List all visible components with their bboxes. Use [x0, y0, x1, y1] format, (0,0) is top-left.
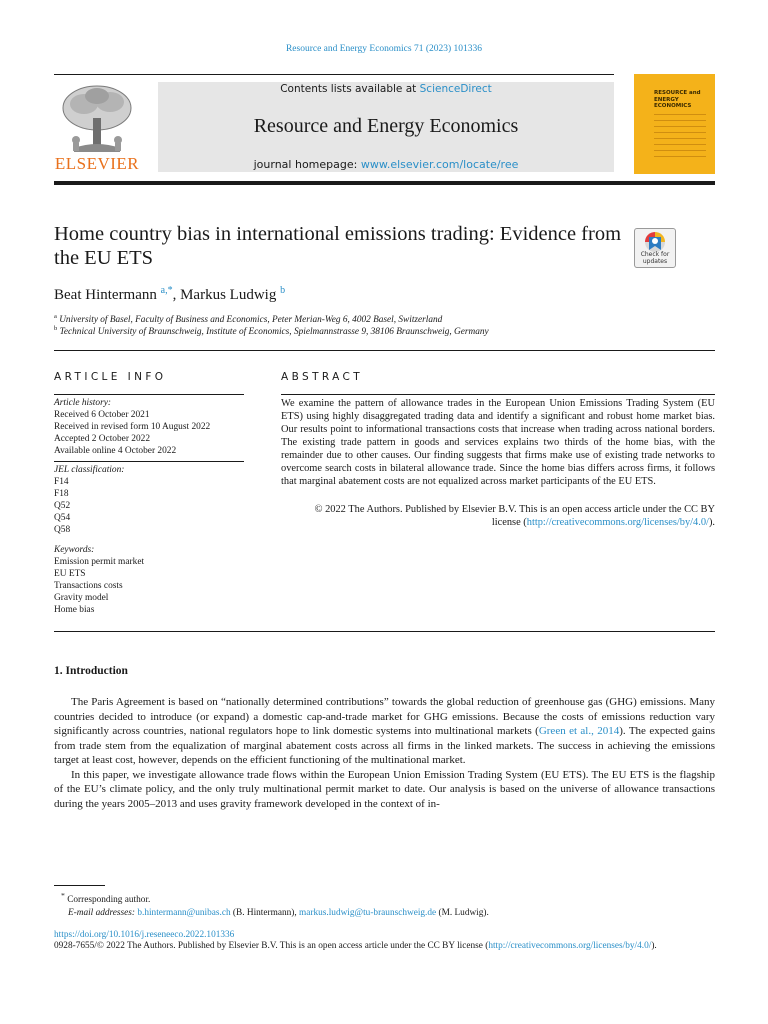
- footnote: [54, 889, 715, 920]
- citation-link[interactable]: Green et al., 2014: [538, 725, 620, 737]
- keyword: Transactions costs: [54, 581, 123, 591]
- abstract-copyright: [281, 503, 715, 529]
- keywords-label: Keywords:: [54, 545, 95, 555]
- header-rule-thin: [54, 74, 614, 75]
- header-rule-thick: [54, 181, 715, 185]
- spacer: [54, 536, 244, 544]
- contents-prefix: Contents lists available at: [280, 83, 420, 95]
- jel-code: Q52: [54, 501, 71, 511]
- intro-heading: 1. Introduction: [54, 665, 128, 677]
- journal-homepage-link[interactable]: www.elsevier.com/locate/ree: [360, 158, 519, 171]
- issn-suffix: ).: [651, 941, 657, 951]
- history-item: Received in revised form 10 August 2022: [54, 422, 211, 432]
- corresponding-text: Corresponding author.: [67, 895, 151, 906]
- abstract-text: We examine the pattern of allowance trades in the European Union Emissions Trading System (EU ETS) using highly disaggregated trading data and identify a significant and robust home market bias. Our results point to informational transactions costs that increase when trading across national borders. The existing trade pattern in goods and services explains two thirds of the home bias, with the remainder due to other causes. Our finding suggests that firms make use of existing trade networks to overcome search costs in bilateral allowance trade. Since the home bias differs across firms, it follows that marginal abatement costs are not equalized across market participants of the EU ETS.: [281, 398, 715, 487]
- corresponding-note: [54, 889, 715, 907]
- info-rule: [54, 461, 244, 462]
- check-for-updates-label: Check for updates: [640, 251, 670, 265]
- history-item: Received 6 October 2021: [54, 410, 150, 420]
- jel-code: F18: [54, 489, 69, 499]
- email-link-1[interactable]: b.hintermann@unibas.ch: [137, 908, 231, 919]
- affiliation-b: [54, 325, 489, 337]
- article-info-column: [54, 397, 244, 616]
- license-prefix: license (: [491, 517, 527, 528]
- email-label: E-mail addresses:: [67, 908, 136, 919]
- section-rule: [54, 631, 715, 632]
- contents-line: [158, 83, 614, 95]
- article-info-heading: ARTICLE INFO: [54, 371, 167, 383]
- elsevier-wordmark: ELSEVIER: [54, 154, 140, 173]
- issn-text: 0928-7655/© 2022 The Authors. Published by Elsevier B.V. This is an open access article under the CC BY license (: [54, 941, 489, 951]
- check-for-updates-badge[interactable]: [634, 228, 676, 268]
- homepage-prefix: journal homepage:: [253, 158, 361, 171]
- email-link-2[interactable]: markus.ludwig@tu-braunschweig.de: [299, 908, 437, 919]
- license-link[interactable]: http://creativecommons.org/licenses/by/4.0/: [526, 517, 709, 528]
- affiliation-a-mark: a: [54, 313, 57, 320]
- author-1-affil[interactable]: a,: [160, 285, 168, 296]
- issn-line: [54, 941, 715, 951]
- affiliation-b-text: Technical University of Braunschweig, Institute of Economics, Spielmannstrasse 9, 38106 Braunschweig, Germany: [59, 327, 489, 338]
- journal-cover-thumbnail[interactable]: [634, 74, 715, 174]
- author-2[interactable]: Markus Ludwig: [180, 287, 277, 303]
- copyright-line: © 2022 The Authors. Published by Elsevier B.V. This is an open access article under the CC BY: [314, 504, 715, 515]
- cover-decoration: [654, 114, 706, 162]
- elsevier-tree-logo-icon: [54, 82, 140, 156]
- keyword: Home bias: [54, 605, 95, 615]
- section-rule: [54, 350, 715, 351]
- doi-link[interactable]: https://doi.org/10.1016/j.reseneeco.2022.101336: [54, 930, 235, 940]
- journal-name: Resource and Energy Economics: [253, 115, 519, 137]
- elsevier-logo[interactable]: [54, 82, 140, 174]
- keyword: EU ETS: [54, 569, 86, 579]
- intro-text: The Paris Agreement is based on “nationally determined contributions” towards the global reduction of greenhouse gas (GHG) emissions. Many countries decided to introduce (or expand) a domestic cap-and-trade market for GHG emissions. Because the costs of emissions reduction vary significantly across countries, national regulators hope to link domestic systems into multinational markets (: [54, 696, 715, 737]
- issn-license-link[interactable]: http://creativecommons.org/licenses/by/4.0/: [488, 941, 652, 951]
- author-list: [54, 285, 285, 304]
- paper-title: Home country bias in international emissions trading: Evidence from the EU ETS: [54, 223, 622, 269]
- homepage-line: [158, 158, 614, 171]
- footnote-star: *: [60, 891, 65, 900]
- jel-code: F14: [54, 477, 69, 487]
- email-line: [54, 907, 715, 920]
- history-item: Available online 4 October 2022: [54, 446, 177, 456]
- email-owner-1: (B. Hintermann),: [230, 908, 300, 919]
- email-owner-2: (M. Ludwig).: [436, 908, 489, 919]
- jel-code: Q58: [54, 525, 71, 535]
- footnote-rule: [54, 885, 105, 886]
- affiliation-b-mark: b: [54, 325, 58, 332]
- cover-title: RESOURCE and ENERGY ECONOMICS: [654, 90, 701, 109]
- journal-header-box: [158, 82, 614, 172]
- journal-citation[interactable]: Resource and Energy Economics 71 (2023) 101336: [285, 44, 483, 54]
- intro-text: ). The expected gains from trade stem from the equalization of marginal abatement costs across all firms in the linked markets. The success in achieving the emissions target at least cost, however, depends on the efficient functioning of the multinational market.: [54, 725, 716, 766]
- abstract-rule: [281, 394, 715, 395]
- article-info-rule: [54, 394, 244, 395]
- jel-label: JEL classification:: [54, 465, 125, 475]
- corresponding-mark[interactable]: *: [167, 285, 173, 296]
- history-item: Accepted 2 October 2022: [54, 434, 151, 444]
- author-2-affil[interactable]: b: [280, 285, 286, 296]
- intro-paragraph: [54, 695, 715, 768]
- affiliation-a: [54, 313, 442, 325]
- copyright-license-line: [281, 516, 715, 529]
- sciencedirect-link[interactable]: ScienceDirect: [419, 83, 492, 95]
- intro-body: [54, 695, 715, 811]
- abstract-heading: ABSTRACT: [281, 371, 364, 383]
- jel-code: Q54: [54, 513, 71, 523]
- affiliation-a-text: University of Basel, Faculty of Business and Economics, Peter Merian-Weg 6, 4002 Basel, Switzerland: [59, 315, 443, 326]
- author-separator: ,: [172, 287, 181, 303]
- license-suffix: ).: [708, 517, 715, 528]
- intro-paragraph: In this paper, we investigate allowance trade flows within the European Union Emission Trading System (EU ETS). The EU ETS is the flagship of the EU’s climate policy, and the only truly multinational permit market to date. Our analysis is based on the universe of allowance transactions during the years 2005–2013 and uses gravity framework developed in the context of in-: [54, 768, 715, 810]
- keyword: Emission permit market: [54, 557, 145, 567]
- keyword: Gravity model: [54, 593, 109, 603]
- history-label: Article history:: [54, 398, 112, 408]
- author-1[interactable]: Beat Hintermann: [54, 287, 157, 303]
